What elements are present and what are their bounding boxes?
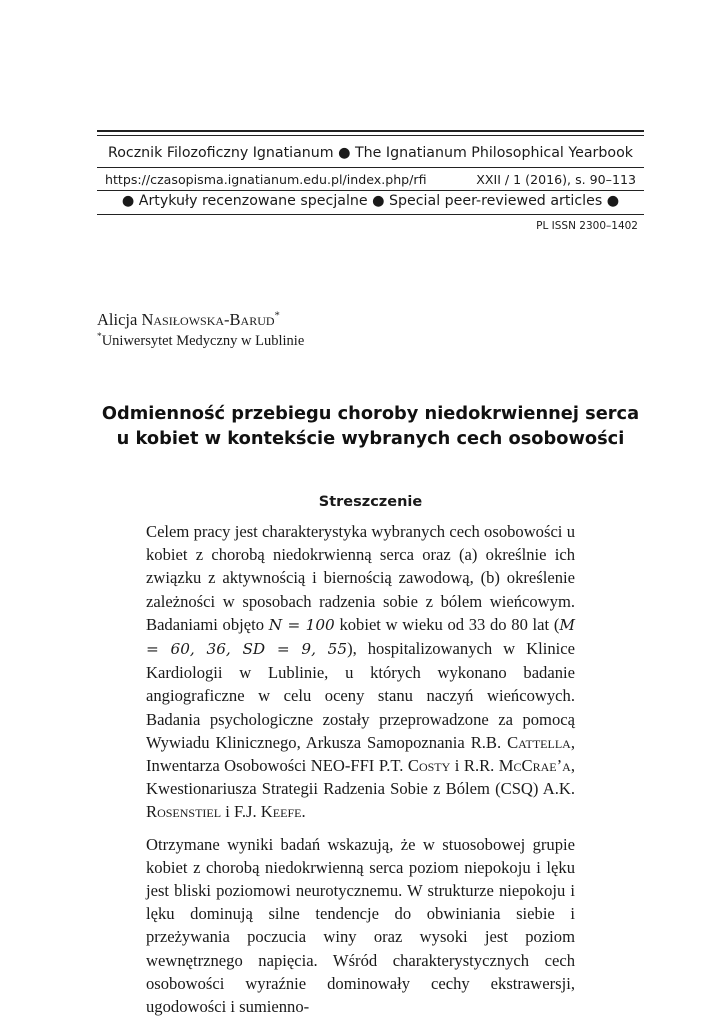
- author-last-name: Nasiłowska-Barud: [141, 310, 275, 329]
- abstract-heading: Streszczenie: [318, 494, 423, 510]
- math-mean-sd: M = 60, 36, SD = 9, 55: [146, 615, 575, 659]
- affiliation-text: Uniwersytet Medyczny w Lublinie: [101, 333, 305, 349]
- journal-url[interactable]: https://czasopisma.ignatianum.edu.pl/index.php/rfi: [105, 172, 427, 187]
- cited-name: Costy: [407, 756, 451, 776]
- cited-name: Keefe: [260, 802, 302, 822]
- header-top-rule-1: [97, 130, 644, 132]
- journal-volume: XXII / 1 (2016), s. 90–113: [476, 172, 636, 187]
- title-line-2: u kobiet w kontekście wybranych cech osobowości: [116, 428, 625, 449]
- author-first-name: Alicja: [97, 310, 138, 329]
- section-label: ● Artykuły recenzowane specjalne ● Special peer-reviewed articles ●: [121, 193, 620, 209]
- math-sample-size: N = 100: [268, 615, 335, 634]
- issn: PL ISSN 2300–1402: [536, 220, 638, 232]
- header-rule-5: [97, 214, 644, 215]
- title-line-1: Odmienność przebiegu choroby niedokrwiennej serca: [101, 403, 640, 424]
- cited-name: Cattella: [507, 732, 571, 752]
- abstract-paragraph-2: Otrzymane wyniki badań wskazują, że w stuosobowej grupie kobiet z chorobą niedokrwienną serca poziom niepokoju i lęku jest bliski poziomowi neurotycznemu. W strukturze niepokoju i lęku dominują silne tendencje do obwiniania siebie i przeżywania poczucia winy oraz wysoki jest poziom wewnętrznego napięcia. Wśród charakterystycznych cech osobowości wyraźnie dominowały cechy ekstrawersji, ugodowości i sumienno-: [146, 834, 575, 1017]
- cited-name: Rosenstiel: [146, 802, 222, 822]
- affiliation-mark: *: [97, 332, 102, 343]
- abstract-body: [146, 520, 575, 1018]
- header-rule-4: [97, 190, 644, 191]
- author-name: [97, 310, 280, 330]
- author-affiliation: [97, 333, 304, 350]
- journal-name: Rocznik Filozoficzny Ignatianum ● The Ignatianum Philosophical Yearbook: [108, 145, 633, 161]
- abstract-paragraph-1: Celem pracy jest charakterystyka wybranych cech osobowości u kobiet z chorobą niedokrwienną serca oraz (a) określnie ich związku z aktywnością i biernością zawodową, (b) określenie zależności w sposobach radzenia sobie z bólem wieńcowym. Badaniami objęto N = 100 kobiet w wieku od 33 do 80 lat (M = 60, 36, SD = 9, 55), hospitalizowanych w Klinice Kardiologii w Lublinie, u których wykonano badanie angiograficzne w celu oceny stanu naczyń wieńcowych. Badania psychologiczne zostały przeprowadzone za pomocą Wywiadu Klinicznego, Arkusza Samopoznania R.B. Cattella, Inwentarza Osobowości NEO-FFI P.T. Costy i R.R. McCrae’a, Kwestionariusza Strategii Radzenia Sobie z Bólem (CSQ) A.K. Rosenstiel i F.J. Keefe.: [146, 522, 575, 822]
- header-rule-3: [97, 167, 644, 168]
- header-top-rule-2: [97, 135, 644, 136]
- cited-name: McCrae’a: [498, 756, 571, 776]
- journal-info-row: [97, 172, 644, 187]
- author-mark: *: [274, 309, 280, 322]
- article-title: [97, 401, 644, 451]
